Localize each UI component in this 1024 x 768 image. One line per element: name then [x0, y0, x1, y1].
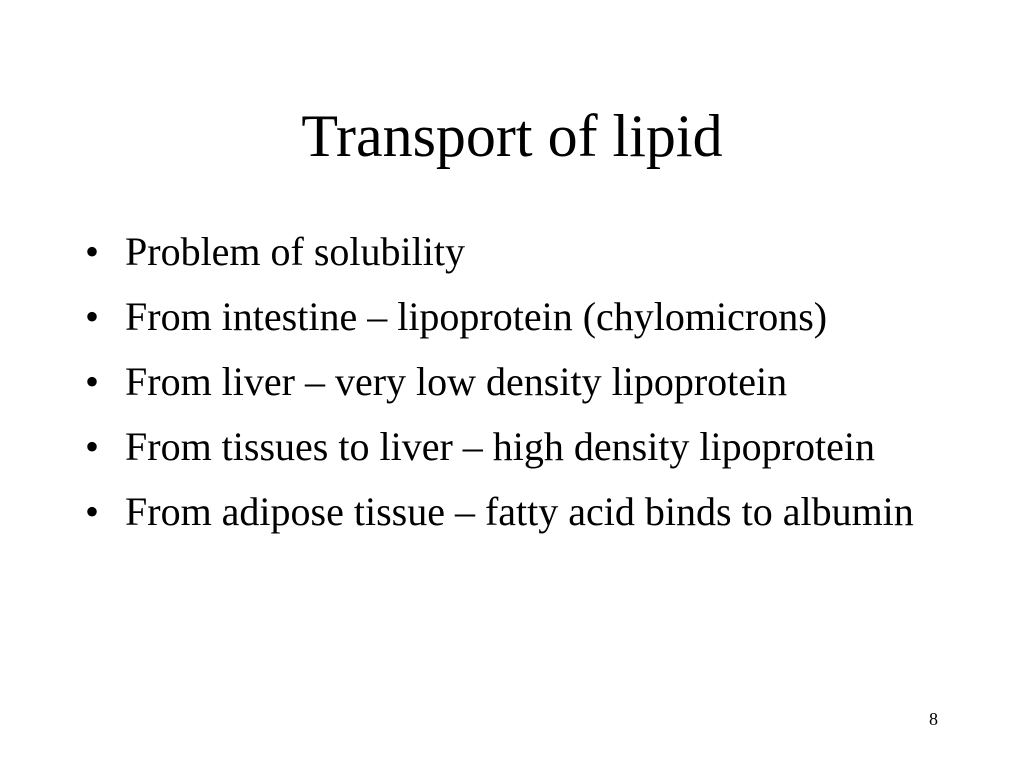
bullet-marker: •: [85, 229, 100, 274]
bullet-marker: •: [85, 294, 100, 339]
list-item: [85, 228, 945, 276]
slide-number: 8: [929, 709, 938, 729]
bullet-marker: •: [85, 424, 100, 469]
list-item: [85, 488, 945, 536]
bullet-list: [85, 228, 945, 553]
bullet-text: From adipose tissue – fatty acid binds to albumin: [125, 489, 914, 534]
list-item: [85, 423, 945, 471]
bullet-text: Problem of solubility: [125, 229, 465, 274]
list-item: [85, 358, 945, 406]
slide-title: Transport of lipid: [301, 103, 723, 169]
bullet-marker: •: [85, 489, 100, 534]
bullet-text: From intestine – lipoprotein (chylomicrons): [125, 294, 828, 339]
bullet-text: From liver – very low density lipoprotein: [125, 359, 788, 404]
bullet-marker: •: [85, 359, 100, 404]
list-item: [85, 293, 945, 341]
bullet-text: From tissues to liver – high density lipoprotein: [125, 424, 875, 469]
